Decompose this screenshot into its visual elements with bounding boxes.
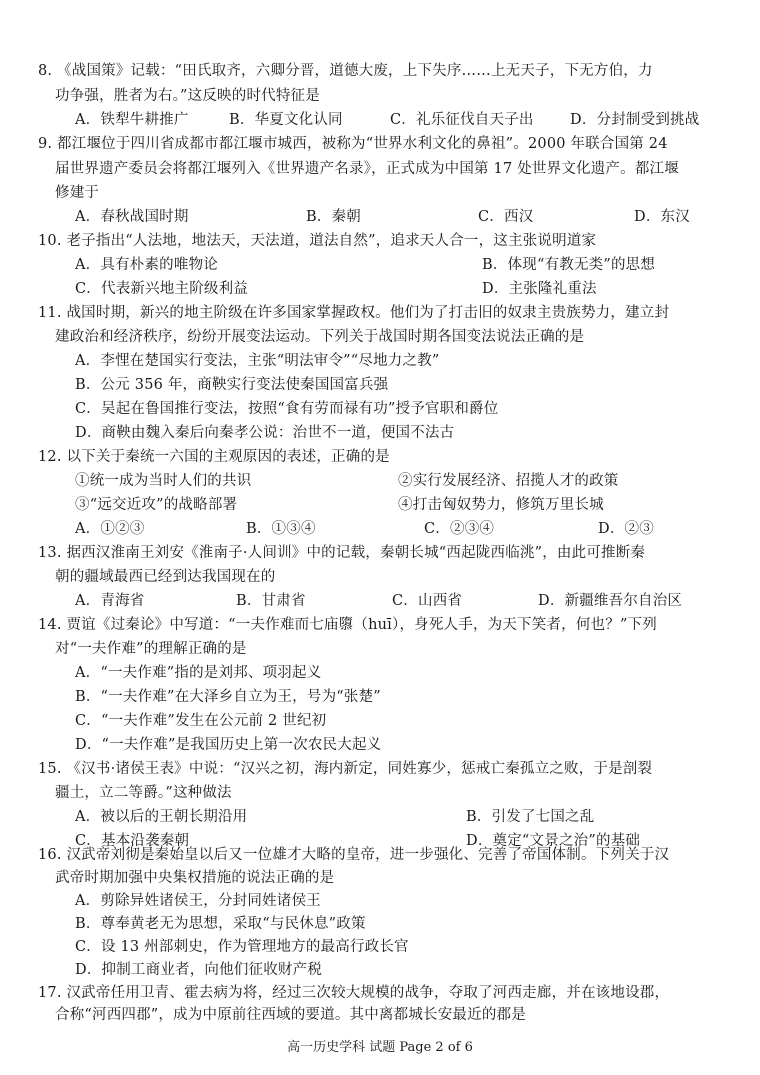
question-11-option-a: A．李悝在楚国实行变法，主张“明法审令”“尽地力之教” bbox=[75, 353, 440, 369]
question-14-option-b: B．“一夫作难”在大泽乡自立为王，号为“张楚” bbox=[75, 689, 381, 705]
question-16-stem-line-1: 16. 汉武帝刘彻是秦始皇以后又一位雄才大略的皇帝，进一步强化、完善了帝国体制。下列关于汉 bbox=[38, 847, 670, 863]
question-12-item-1: ①统一成为当时人们的共识 bbox=[75, 473, 252, 489]
question-14-stem-line-1: 14. 贾谊《过秦论》中写道：“一夫作难而七庙隳（huī），身死人手，为天下笑者，何也？”下列 bbox=[38, 617, 657, 633]
question-9-option-c: C．西汉 bbox=[478, 209, 534, 225]
question-10-option-a: A．具有朴素的唯物论 bbox=[75, 257, 218, 273]
question-17-stem-line-2: 合称“河西四郡”，成为中原前往西域的要道。其中离都城长安最近的郡是 bbox=[55, 1007, 526, 1023]
question-13-stem-line-2: 朝的疆域最西已经到达我国现在的 bbox=[55, 569, 276, 585]
question-8-option-a: A．铁犁牛耕推广 bbox=[75, 112, 189, 128]
question-12-option-a: A．①②③ bbox=[75, 521, 145, 537]
question-9-stem-line-2: 届世界遗产委员会将都江堰列入《世界遗产名录》，正式成为中国第 17 处世界文化遗产。都江堰 bbox=[55, 161, 679, 177]
question-9-option-b: B．秦朝 bbox=[306, 209, 361, 225]
question-12-option-b: B．①③④ bbox=[246, 521, 316, 537]
question-14-option-c: C．“一夫作难”发生在公元前 2 世纪初 bbox=[75, 713, 327, 729]
page-footer: 高一历史学科 试题 Page 2 of 6 bbox=[287, 1040, 473, 1055]
question-9-option-d: D．东汉 bbox=[634, 209, 690, 225]
question-11-option-c: C．吴起在鲁国推行变法，按照“食有劳而禄有功”授予官职和爵位 bbox=[75, 401, 499, 417]
question-8-stem-line-2: 功争强，胜者为右。”这反映的时代特征是 bbox=[55, 88, 320, 104]
question-15-option-d: D．奠定“文景之治”的基础 bbox=[466, 833, 641, 849]
question-16-stem-line-2: 武帝时期加强中央集权措施的说法正确的是 bbox=[55, 870, 335, 886]
question-9-stem-line-1: 9. 都江堰位于四川省成都市都江堰市城西，被称为“世界水利文化的鼻祖”。2000 年联合国第 24 bbox=[38, 136, 668, 152]
question-11-stem-line-1: 11. 战国时期，新兴的地主阶级在许多国家掌握政权。他们为了打击旧的奴隶主贵族势力，建立封 bbox=[38, 305, 670, 321]
question-16-option-b: B．尊奉黄老无为思想，采取“与民休息”政策 bbox=[75, 916, 366, 932]
question-11-option-b: B．公元 356 年，商鞅实行变法使秦国国富兵强 bbox=[75, 377, 389, 393]
question-13-option-c: C．山西省 bbox=[392, 593, 463, 609]
question-14-option-d: D．“一夫作难”是我国历史上第一次农民大起义 bbox=[75, 737, 382, 753]
question-15-option-c: C．基本沿袭秦朝 bbox=[75, 833, 190, 849]
question-15-stem-line-1: 15. 《汉书·诸侯王表》中说：“汉兴之初，海内新定，同姓寡少，惩戒亡秦孤立之败，于是剖裂 bbox=[38, 761, 653, 777]
question-13-stem-line-1: 13. 据西汉淮南王刘安《淮南子·人间训》中的记载，秦朝长城“西起陇西临洮”，由此可推断秦 bbox=[38, 545, 646, 561]
question-12-option-d: D．②③ bbox=[598, 521, 654, 537]
question-10-option-d: D．主张隆礼重法 bbox=[482, 281, 597, 297]
question-16-option-d: D．抑制工商业者，向他们征收财产税 bbox=[75, 962, 323, 978]
question-16-option-a: A．剪除异姓诸侯王，分封同姓诸侯王 bbox=[75, 893, 321, 909]
question-8-option-d: D．分封制受到挑战 bbox=[570, 112, 700, 128]
question-13-option-b: B．甘肃省 bbox=[236, 593, 306, 609]
question-9-option-a: A．春秋战国时期 bbox=[75, 209, 189, 225]
question-10-stem-line-1: 10. 老子指出“人法地，地法天，天法道，道法自然”，追求天人合一，这主张说明道家 bbox=[38, 233, 597, 249]
question-10-option-b: B．体现“有教无类”的思想 bbox=[482, 257, 656, 273]
question-16-option-c: C．设 13 州部刺史，作为管理地方的最高行政长官 bbox=[75, 939, 409, 955]
question-17-stem-line-1: 17. 汉武帝任用卫青、霍去病为将，经过三次较大规模的战争，夺取了河西走廊，并在该地设郡， bbox=[38, 985, 670, 1001]
question-14-stem-line-2: 对“一夫作难”的理解正确的是 bbox=[55, 641, 247, 657]
question-11-stem-line-2: 建政治和经济秩序，纷纷开展变法运动。下列关于战国时期各国变法说法正确的是 bbox=[55, 329, 585, 345]
question-8-option-b: B．华夏文化认同 bbox=[229, 112, 343, 128]
question-13-option-d: D．新疆维吾尔自治区 bbox=[538, 593, 683, 609]
question-9-stem-line-3: 修建于 bbox=[55, 185, 100, 201]
question-8-stem-line-1: 8. 《战国策》记载：“田氏取齐，六卿分晋，道德大废，上下失序……上无天子，下无方伯，力 bbox=[38, 63, 653, 79]
question-12-item-3: ③“远交近攻”的战略部署 bbox=[75, 497, 238, 513]
question-11-option-d: D．商鞅由魏入秦后向秦孝公说：治世不一道，便国不法古 bbox=[75, 425, 455, 441]
question-15-option-b: B．引发了七国之乱 bbox=[466, 809, 595, 825]
question-12-item-2: ②实行发展经济、招揽人才的政策 bbox=[398, 473, 619, 489]
question-15-option-a: A．被以后的王朝长期沿用 bbox=[75, 809, 248, 825]
question-12-item-4: ④打击匈奴势力，修筑万里长城 bbox=[398, 497, 604, 513]
question-13-option-a: A．青海省 bbox=[75, 593, 145, 609]
question-12-stem-line-1: 12. 以下关于秦统一六国的主观原因的表述，正确的是 bbox=[38, 449, 390, 465]
question-15-stem-line-2: 疆土，立二等爵。”这种做法 bbox=[55, 785, 232, 801]
question-14-option-a: A．“一夫作难”指的是刘邦、项羽起义 bbox=[75, 665, 322, 681]
question-10-option-c: C．代表新兴地主阶级利益 bbox=[75, 281, 248, 297]
question-12-option-c: C．②③④ bbox=[424, 521, 495, 537]
question-8-option-c: C．礼乐征伐自天子出 bbox=[390, 112, 534, 128]
